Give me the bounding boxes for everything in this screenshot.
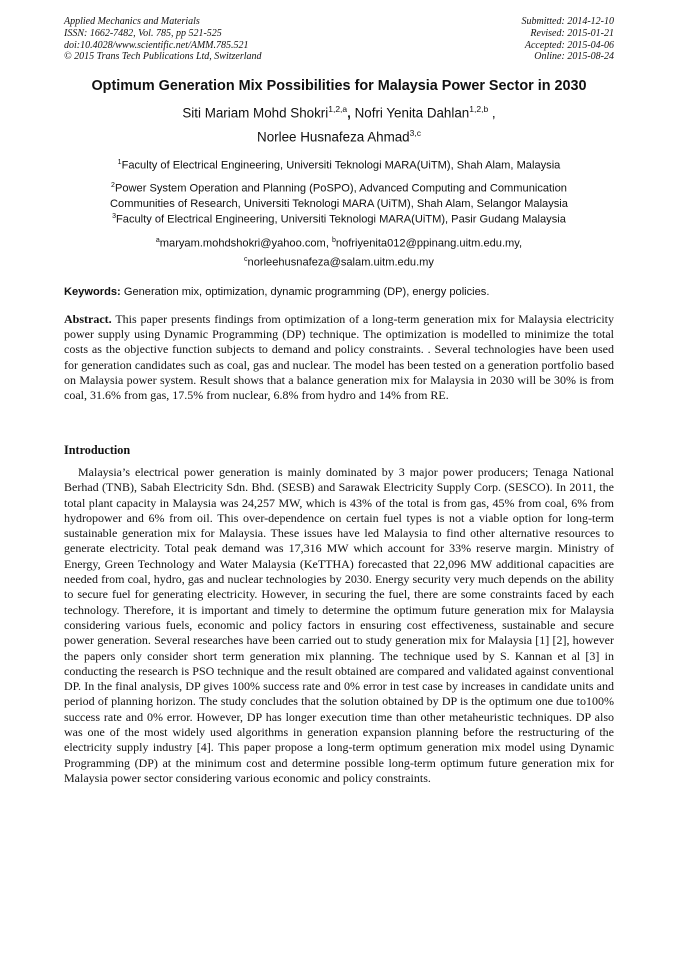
introduction-paragraph: Malaysia’s electrical power generation is mainly dominated by 3 major power producers; Tenaga National Berhad (TNB), Sabah Electricity Sdn. Bhd. (SESB) and Sarawak Electricity Supply Corp. (SESCO). In 2011, the total plant capacity in Malaysia was 24,257 MW, which is 43% of the total is from gas, 45% from coal, 6% from hydropower and 6% from oil. This over-dependence on certain fuel types is not a viable option for long-term sustainable generation mix for Malaysia. These issues have led Malaysia to find other alternative resources to generate electricity. Total peak demand was 17,316 MW which account for 33% reserve margin. Ministry of Energy, Green Technology and Water Malaysia (KeTTHA) forecasted that 22,096 MW additional capacities are needed from coal, hydro, gas and nuclear technologies by 2030. Energy security very much depends on the ability to secure fuel for generating electricity. However, in securing the fuel, there are some constraints faced by each technology. Therefore, it is important and timely to determine the optimum future generation mix for Malaysia considering various fuels, economic and policy factors in ensuring cost effectiveness, sustainable and secure power generation. Several researches have been carried out to study generation mix for Malaysia [1] [2], however the papers only consider short term generation mix planning. The technique used by S. Kannan et al [3] in conducting the research is PSO technique and the result obtained are compared and validated against conventional DP. In the final analysis, DP gives 100% success rate and 0% error in test case by increases in candidate units and period of planning horizon. The study concludes that the solution obtained by DP is the optimum one due to100% success rate and 0% error. However, DP has longer execution time than other metaheuristic techniques. DP also was one of the most widely used algorithms in generation expansion planning before the restructuring of the electricity supply industry [4]. This paper propose a long-term optimum generation mix model using Dynamic Programming (DP) at the minimum cost and determine possible long-term optimum future generation mix for Malaysia power sector considering various economic and policy constraints. [64,465,614,785]
keywords-label: Keywords: [64,286,121,298]
publication-dates [522,16,615,63]
affiliation-superscript: 1 [117,159,122,166]
date-accepted: Accepted: 2015-04-06 [524,39,614,51]
section-heading: Introduction [64,443,131,457]
affiliation-3: $^3$Faculty of Electrical Engineering, Universiti Teknologi MARA(UiTM), Pasir Gudang Malaysia [112,213,566,226]
affiliation-1: $^1$Faculty of Electrical Engineering, Universiti Teknologi MARA(UiTM), Shah Alam, Malaysia [117,159,561,172]
author-name: Norlee Husnafeza Ahmad [257,129,410,145]
keywords-text: Generation mix, optimization, dynamic programming (DP), energy policies. [123,286,490,298]
abstract [64,312,614,403]
email-link[interactable]: norleehusnafeza@salam.uitm.edu.my [247,256,434,269]
keywords [64,286,616,298]
author-line-2 [40,128,638,144]
author-name: Nofri Yenita Dahlan [354,105,470,121]
author-emails: $^a$maryam.mohdshokri@yahoo.com, $^b$nofriyenita012@ppinang.uitm.edu.my, $^c$norleehusnafeza@salam.uitm.edu.my [155,237,523,269]
author-superscript: 1,2,b [469,104,489,114]
journal-name: Applied Mechanics and Materials [64,16,200,27]
author-superscript: 1,2,a [328,104,348,114]
author-line-1: Siti Mariam Mohd Shokri$^{1,2,a}$, Nofri Yenita Dahlan$^{1,2,b}$ , [182,104,496,121]
affiliation-superscript: 2 [111,182,115,189]
author-name: Siti Mariam Mohd Shokri [182,105,329,121]
abstract-text: This paper presents findings from optimization of a long-term generation mix for Malaysia electricity power supply using Dynamic Programming (DP) technique. The optimization is modelled to minimize the total costs as the objective function subjects to demand and policy constraints. . Several technologies have been used for generation candidates such as coal, gas and nuclear. The model has been tested on a generation portfolio based on Malaysia power system. Result shows that a balance generation mix for Malaysia in 2030 will be 30% is from coal, 31.6% from gas, 17.5% from nuclear, 6.8% from hydro and 14% from RE. [64,312,614,403]
abstract-label: Abstract. [64,312,112,326]
journal-info [64,16,262,63]
journal-issn: ISSN: 1662-7482, Vol. 785, pp 521-525 [64,27,222,39]
email-link[interactable]: maryam.mohdshokri@yahoo.com [159,237,326,250]
date-revised: Revised: 2015-01-21 [530,27,614,39]
date-online: Online: 2015-08-24 [534,51,614,63]
journal-copyright: © 2015 Trans Tech Publications Ltd, Switzerland [64,51,262,63]
date-submitted: Submitted: 2014-12-10 [521,16,614,27]
affiliation-2: $^2$Power System Operation and Planning (PoSPO), Advanced Computing and Communication Communities of Research, Universiti Teknologi MARA (UiTM), Shah Alam, Selangor Malaysia [110,182,568,210]
author-superscript: 3,c [409,128,421,138]
journal-doi: doi:10.4028/www.scientific.net/AMM.785.521 [64,39,249,51]
email-link[interactable]: nofriyenita012@ppinang.uitm.edu.my [335,237,520,250]
paper-title: Optimum Generation Mix Possibilities for Malaysia Power Sector in 2030 [91,78,587,94]
affiliation-superscript: 3 [112,213,116,220]
